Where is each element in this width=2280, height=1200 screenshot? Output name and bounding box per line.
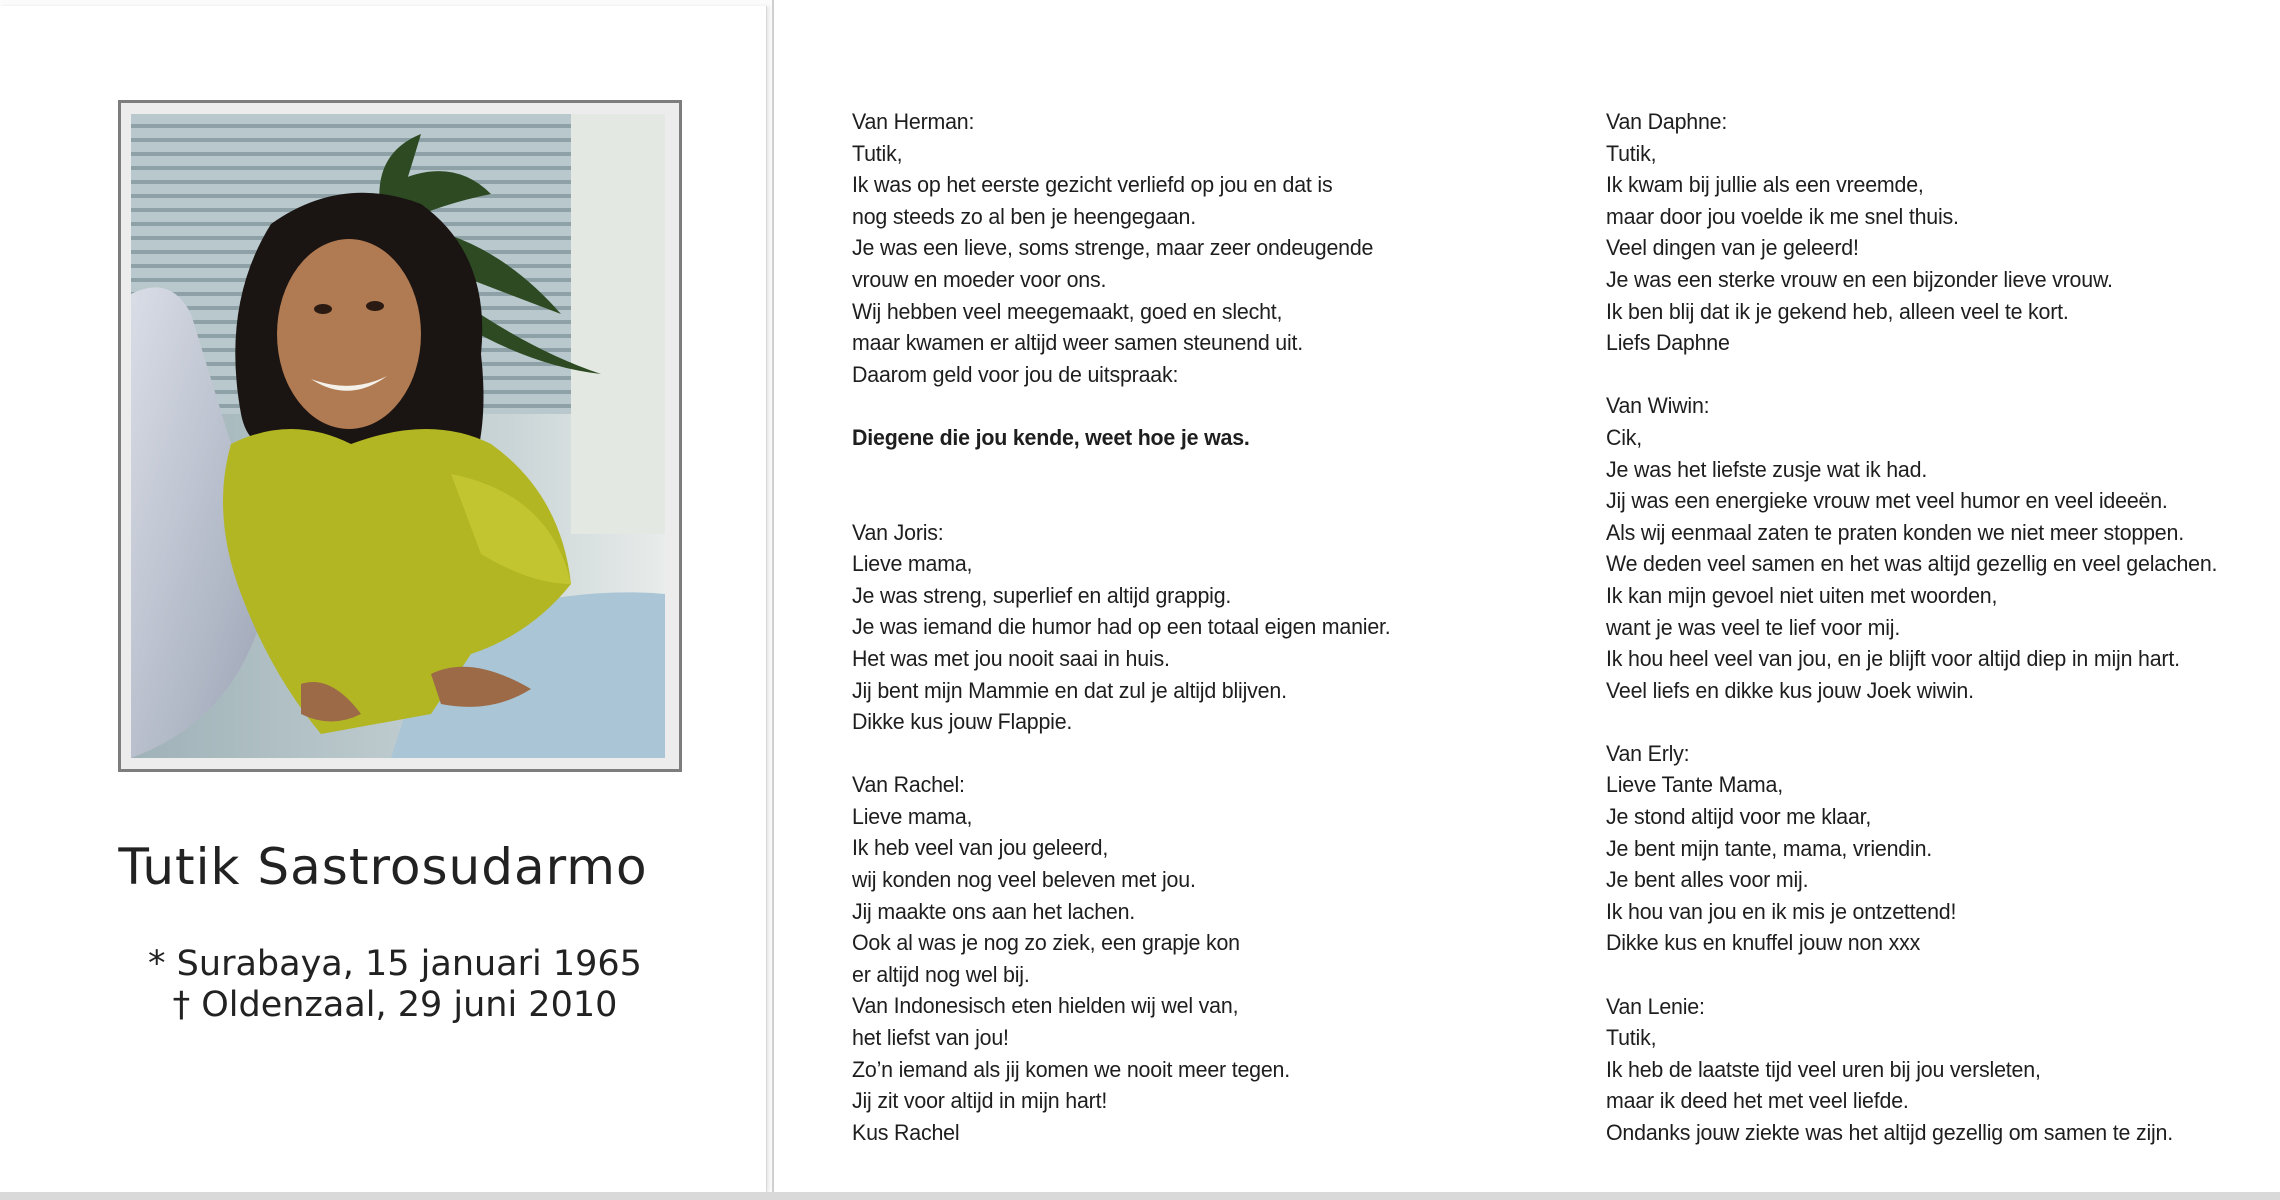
portrait-photo [131, 114, 665, 758]
message-line: Veel dingen van je geleerd! [1606, 235, 1859, 261]
death-line: † Oldenzaal, 29 juni 2010 [172, 985, 618, 1025]
message-line: Je was een sterke vrouw en een bijzonder lieve vrouw. [1606, 266, 2113, 292]
message-line: Ik heb veel van jou geleerd, [852, 835, 1109, 861]
message-line: Je was iemand die humor had op een totaal eigen manier. [852, 614, 1391, 640]
message-line: Wij hebben veel meegemaakt, goed en slecht, [852, 298, 1283, 324]
message-author: Van Wiwin: [1606, 393, 1710, 419]
message-line: Ondanks jouw ziekte was het altijd gezellig om samen te zijn. [1606, 1120, 2174, 1145]
memorial-quote: Diegene die jou kende, weet hoe je was. [852, 424, 1250, 450]
message-line: Zo’n iemand als jij komen we nooit meer tegen. [852, 1056, 1290, 1082]
message-wiwin [1606, 390, 2233, 706]
message-line: vrouw en moeder voor ons. [852, 266, 1107, 292]
message-line: Je was een lieve, soms strenge, maar zeer ondeugende [852, 235, 1374, 261]
message-line: Ook al was je nog zo ziek, een grapje kon [852, 930, 1240, 956]
message-line: Je was het liefste zusje wat ik had. [1606, 456, 1928, 482]
message-author: Van Rachel: [852, 772, 965, 798]
message-author: Van Joris: [852, 519, 944, 545]
message-line: Daarom geld voor jou de uitspraak: [852, 361, 1179, 387]
message-author: Van Lenie: [1606, 993, 1705, 1019]
message-line: Je bent mijn tante, mama, vriendin. [1606, 835, 1933, 861]
message-line: nog steeds zo al ben je heengegaan. [852, 203, 1196, 229]
message-herman [852, 106, 1422, 454]
message-line: Ik heb de laatste tijd veel uren bij jou versleten, [1606, 1056, 2041, 1082]
message-line: Je stond altijd voor me klaar, [1606, 804, 1872, 830]
message-line: Jij was een energieke vrouw met veel humor en veel ideeën. [1606, 488, 2168, 514]
message-line: Je was streng, superlief en altijd grappig. [852, 582, 1232, 608]
message-line: Ik was op het eerste gezicht verliefd op jou en dat is [852, 172, 1333, 198]
message-line: Lieve Tante Mama, [1606, 772, 1783, 798]
message-line: wij konden nog veel beleven met jou. [852, 867, 1196, 893]
message-line: Ik kwam bij jullie als een vreemde, [1606, 172, 1924, 198]
message-line: het liefst van jou! [852, 1025, 1009, 1051]
message-line: Cik, [1606, 424, 1643, 450]
message-author: Van Erly: [1606, 740, 1690, 766]
message-line: Kus Rachel [852, 1119, 960, 1145]
message-line: Lieve mama, [852, 551, 973, 577]
message-line: Tutik, [852, 140, 903, 166]
message-line: Jij maakte ons aan het lachen. [852, 898, 1136, 924]
message-line: Ik kan mijn gevoel niet uiten met woorden, [1606, 582, 1998, 608]
message-daphne [1606, 106, 2233, 359]
message-line: Ik ben blij dat ik je gekend heb, alleen veel te kort. [1606, 298, 2069, 324]
life-dates [0, 944, 790, 1026]
message-line: maar ik deed het met veel liefde. [1606, 1088, 1909, 1114]
message-line: Liefs Daphne [1606, 330, 1730, 356]
message-author: Van Daphne: [1606, 109, 1728, 134]
message-joris [852, 517, 1422, 738]
message-line: Je bent alles voor mij. [1606, 867, 1809, 893]
message-lenie [1606, 991, 2233, 1149]
message-line: Dikke kus en knuffel jouw non xxx [1606, 930, 1921, 956]
deceased-name: Tutik Sastrosudarmo [118, 838, 648, 896]
message-line: er altijd nog wel bij. [852, 961, 1030, 987]
message-line: Dikke kus jouw Flappie. [852, 709, 1073, 735]
message-line: Veel liefs en dikke kus jouw Joek wiwin. [1606, 677, 1974, 703]
message-erly [1606, 738, 2233, 959]
message-line: maar kwamen er altijd weer samen steunend uit. [852, 330, 1304, 356]
message-line: Als wij eenmaal zaten te praten konden we niet meer stoppen. [1606, 519, 2184, 545]
scan-shadow [0, 1192, 2280, 1200]
message-line: We deden veel samen en het was altijd gezellig en veel gelachen. [1606, 551, 2218, 577]
message-line: Ik hou heel veel van jou, en je blijft voor altijd diep in mijn hart. [1606, 646, 2180, 672]
message-line: Jij zit voor altijd in mijn hart! [852, 1088, 1108, 1114]
message-line: Ik hou van jou en ik mis je ontzettend! [1606, 898, 1957, 924]
messages-column-right [1606, 106, 2233, 1149]
message-line: Tutik, [1606, 1025, 1657, 1051]
message-line: Het was met jou nooit saai in huis. [852, 645, 1170, 671]
message-rachel [852, 769, 1422, 1148]
messages-column-left [852, 106, 1422, 1148]
message-line: Van Indonesisch eten hielden wij wel van, [852, 993, 1239, 1019]
message-line: Jij bent mijn Mammie en dat zul je altijd blijven. [852, 677, 1287, 703]
birth-line: * Surabaya, 15 januari 1965 [148, 944, 642, 984]
message-line: Lieve mama, [852, 803, 973, 829]
message-line: Tutik, [1606, 140, 1657, 166]
message-author: Van Herman: [852, 109, 975, 134]
message-line: want je was veel te lief voor mij. [1606, 614, 1901, 640]
message-line: maar door jou voelde ik me snel thuis. [1606, 203, 1959, 229]
